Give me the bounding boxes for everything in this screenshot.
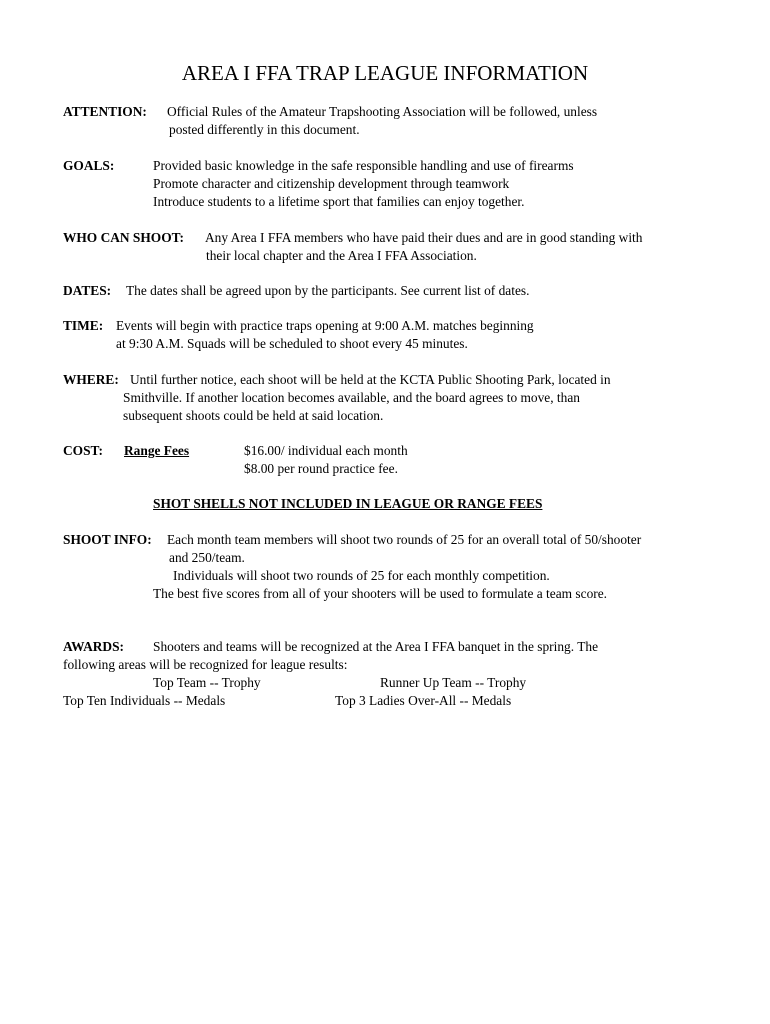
page-title: AREA I FFA TRAP LEAGUE INFORMATION	[181, 61, 589, 85]
where-text-line1: Until further notice, each shoot will be held at the KCTA Public Shooting Park, located in	[130, 372, 611, 387]
attention-text-line1: Official Rules of the Amateur Trapshooting Association will be followed, unless	[167, 104, 598, 119]
goals-item: Promote character and citizenship development through teamwork	[153, 176, 510, 191]
where-text-line2: Smithville. If another location becomes available, and the board agrees to move, than	[123, 390, 580, 405]
award-top-ten: Top Ten Individuals -- Medals	[63, 693, 226, 708]
who-text-line2: their local chapter and the Area I FFA Association.	[206, 248, 477, 263]
where-text-line3: subsequent shoots could be held at said location.	[123, 408, 384, 423]
where-label: WHERE:	[63, 372, 119, 387]
time-label: TIME:	[63, 318, 104, 333]
cost-line1: $16.00/ individual each month	[244, 443, 408, 458]
range-fees-label: Range Fees	[124, 443, 190, 458]
shoot-info-line3: Individuals will shoot two rounds of 25 for each monthly competition.	[173, 568, 550, 583]
award-runner-up: Runner Up Team -- Trophy	[380, 675, 527, 690]
awards-line1: Shooters and teams will be recognized at the Area I FFA banquet in the spring. The	[153, 639, 599, 654]
dates-text: The dates shall be agreed upon by the participants. See current list of dates.	[126, 283, 530, 298]
goals-label: GOALS:	[63, 158, 115, 173]
award-top-ladies: Top 3 Ladies Over-All -- Medals	[335, 693, 512, 708]
shoot-info-line2: and 250/team.	[169, 550, 245, 565]
goals-item: Provided basic knowledge in the safe responsible handling and use of firearms	[153, 158, 574, 173]
shoot-info-label: SHOOT INFO:	[63, 532, 152, 547]
attention-label: ATTENTION:	[63, 104, 147, 119]
shoot-info-line4: The best five scores from all of your shooters will be used to formulate a team score.	[153, 586, 608, 601]
attention-text-line2: posted differently in this document.	[169, 122, 360, 137]
cost-line2: $8.00 per round practice fee.	[244, 461, 398, 476]
goals-item: Introduce students to a lifetime sport that families can enjoy together.	[153, 194, 525, 209]
cost-label: COST:	[63, 443, 103, 458]
time-text-line2: at 9:30 A.M. Squads will be scheduled to shoot every 45 minutes.	[116, 336, 468, 351]
awards-label: AWARDS:	[63, 639, 125, 654]
award-top-team: Top Team -- Trophy	[153, 675, 261, 690]
who-label: WHO CAN SHOOT:	[63, 230, 185, 245]
dates-label: DATES:	[63, 283, 112, 298]
time-text-line1: Events will begin with practice traps opening at 9:00 A.M. matches beginning	[116, 318, 534, 333]
shoot-info-line1: Each month team members will shoot two rounds of 25 for an overall total of 50/shooter	[167, 532, 642, 547]
shot-shells-notice: SHOT SHELLS NOT INCLUDED IN LEAGUE OR RANGE FEES	[153, 496, 543, 511]
awards-line2: following areas will be recognized for league results:	[63, 657, 348, 672]
who-text-line1: Any Area I FFA members who have paid their dues and are in good standing with	[205, 230, 643, 245]
